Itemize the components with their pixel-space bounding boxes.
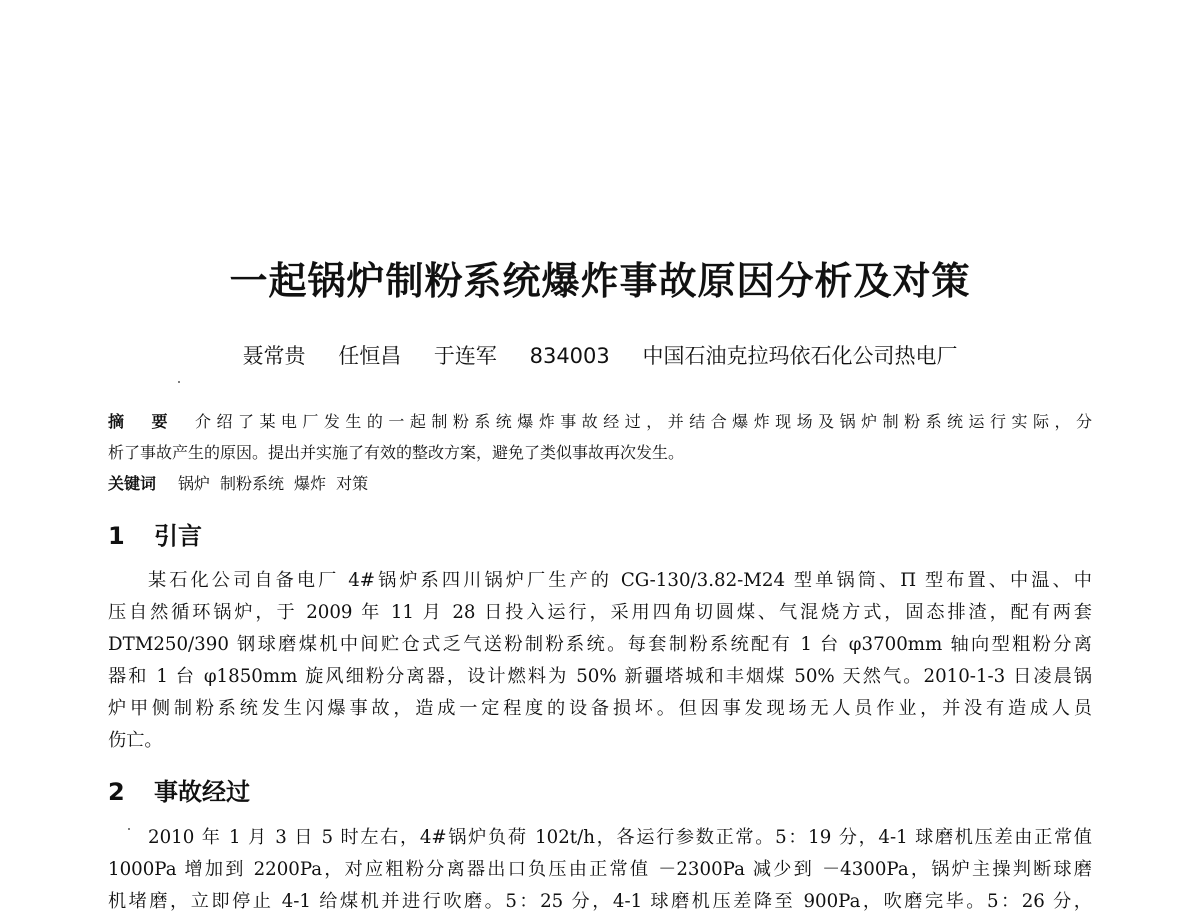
abstract-label: 摘要 <box>108 412 195 431</box>
postal-code: 834003 <box>529 344 610 368</box>
affiliation: 中国石油克拉玛依石化公司热电厂 <box>642 344 958 368</box>
section-body <box>108 565 1092 757</box>
abstract-line <box>108 437 1092 468</box>
section-number: 2 <box>108 778 125 806</box>
abstract-text: 析了事故产生的原因。提出并实施了有效的整改方案，避免了类似事故再次发生。 <box>108 443 685 462</box>
author-3: 于连军 <box>433 344 497 368</box>
keyword: 对策 <box>336 474 369 493</box>
scan-speck <box>178 381 180 383</box>
section-title: 引言 <box>154 522 202 550</box>
section-body <box>108 822 1092 918</box>
paragraph-line: 伤亡。 <box>108 730 163 751</box>
paragraph-line: 器和 1 台 φ1850mm 旋风细粉分离器，设计燃料为 50% 新疆塔城和丰烟煤 50% 天然气。2010-1-3 日凌晨锅 <box>108 666 1092 687</box>
keyword: 爆炸 <box>294 474 327 493</box>
paper-title: 一起锅炉制粉系统爆炸事故原因分析及对策 <box>229 259 971 303</box>
keyword: 锅炉 <box>178 474 211 493</box>
author-1: 聂常贵 <box>242 344 306 368</box>
section-title: 事故经过 <box>154 778 250 806</box>
author-2: 任恒昌 <box>338 344 402 368</box>
section-heading <box>108 516 202 551</box>
paragraph-line: 炉甲侧制粉系统发生闪爆事故，造成一定程度的设备损坏。但因事发现场无人员作业，并没有造成人员 <box>108 698 1092 719</box>
abstract-text: 介绍了某电厂发生的一起制粉系统爆炸事故经过，并结合爆炸现场及锅炉制粉系统运行实际，分 <box>194 412 1092 431</box>
paragraph-line: DTM250/390 钢球磨煤机中间贮仓式乏气送粉制粉系统。每套制粉系统配有 1 台 φ3700mm 轴向型粗粉分离 <box>108 634 1092 655</box>
section-number: 1 <box>108 522 125 550</box>
paragraph-line: 1000Pa 增加到 2200Pa，对应粗粉分离器出口负压由正常值 －2300Pa 减少到 －4300Pa，锅炉主操判断球磨 <box>108 859 1092 880</box>
paragraph-line: 2010 年 1 月 3 日 5 时左右，4#锅炉负荷 102t/h，各运行参数正常。5：19 分，4-1 球磨机压差由正常值 <box>148 827 1092 848</box>
keywords-label: 关键词 <box>108 474 157 493</box>
scan-speck <box>128 828 130 830</box>
paragraph-line: 机堵磨，立即停止 4-1 给煤机并进行吹磨。5：25 分，4-1 球磨机压差降至 900Pa，吹磨完毕。5：26 分， <box>108 891 1092 912</box>
section-heading <box>108 772 250 807</box>
abstract-line <box>108 406 1092 437</box>
author-line <box>0 340 1200 370</box>
paragraph-line: 压自然循环锅炉，于 2009 年 11 月 28 日投入运行，采用四角切圆煤、气混烧方式，固态排渣，配有两套 <box>108 602 1092 623</box>
keywords-line <box>108 468 1092 499</box>
abstract-block <box>108 406 1092 499</box>
paragraph-line: 某石化公司自备电厂 4#锅炉系四川锅炉厂生产的 CG-130/3.82-M24 型单锅筒、Π 型布置、中温、中 <box>148 570 1092 591</box>
keyword: 制粉系统 <box>220 474 285 493</box>
